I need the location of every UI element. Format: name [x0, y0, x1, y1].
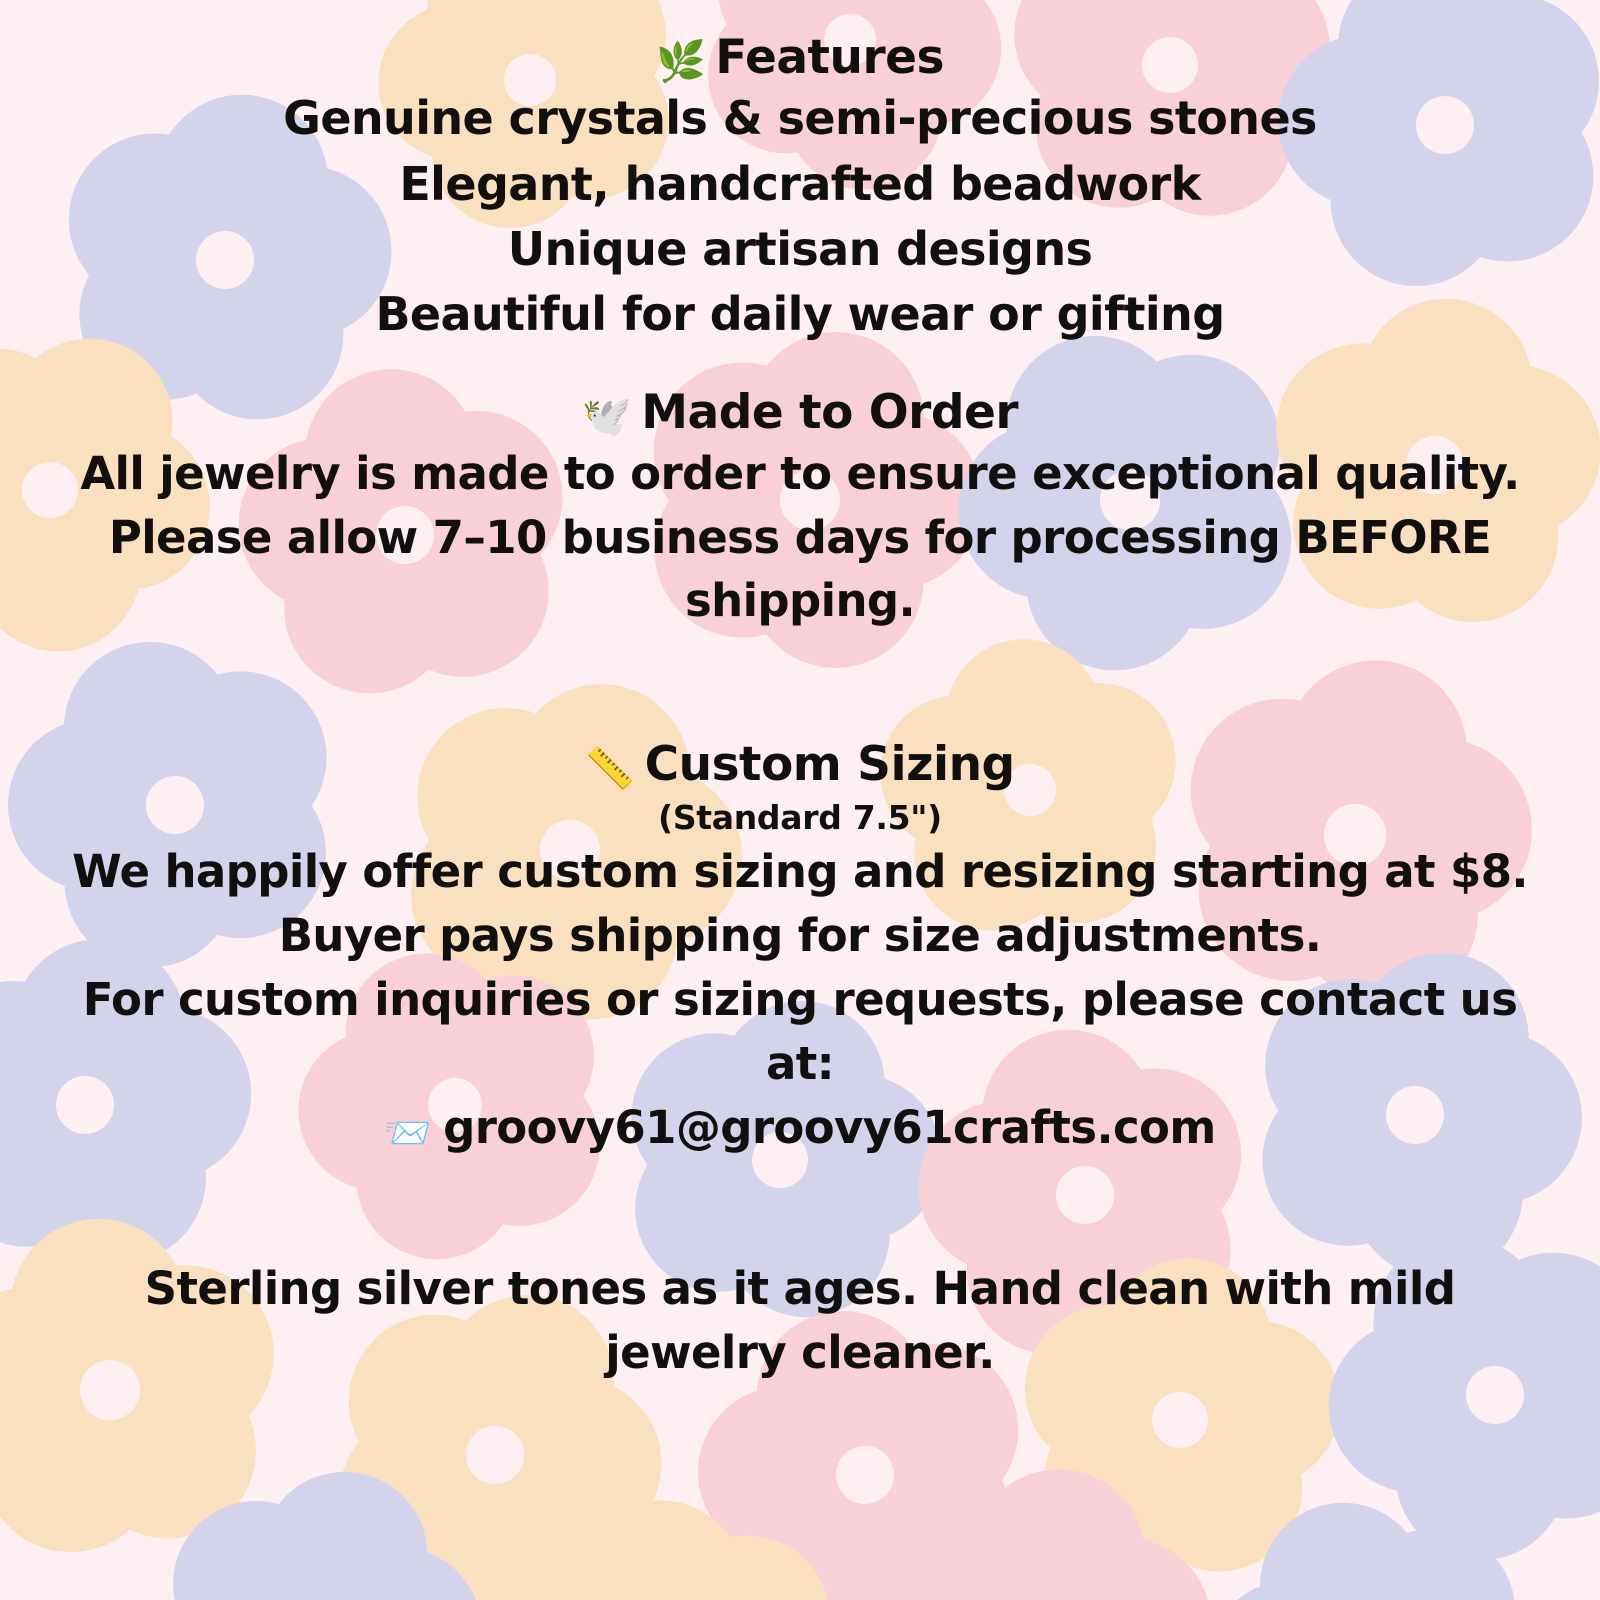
features-heading [70, 30, 1530, 86]
feature-item: Beautiful for daily wear or gifting [375, 287, 1225, 342]
care-line: jewelry cleaner. [605, 1325, 995, 1379]
made-to-order-line: Please allow 7–10 business days for processing BEFORE [108, 510, 1492, 564]
care-section [70, 1257, 1530, 1385]
made-to-order-section [70, 385, 1530, 633]
envelope-icon: 📨 [384, 1110, 432, 1155]
custom-sizing-subheading: (Standard 7.5") [658, 798, 942, 838]
leaf-icon: 🌿 [655, 39, 706, 85]
made-to-order-line: All jewelry is made to order to ensure exceptional quality. [80, 446, 1520, 500]
feature-item: Unique artisan designs [507, 221, 1093, 276]
care-line: Sterling silver tones as it ages. Hand clean with mild [144, 1261, 1456, 1315]
made-to-order-line: shipping. [684, 574, 916, 628]
custom-sizing-line: at: [765, 1037, 835, 1091]
feature-item: Genuine crystals & semi-precious stones [283, 91, 1317, 146]
spacer [70, 1161, 1530, 1257]
custom-sizing-section [70, 737, 1530, 1161]
feature-item: Elegant, handcrafted beadwork [399, 156, 1201, 211]
dove-icon: 🕊️ [581, 394, 632, 441]
custom-sizing-heading-label: Custom Sizing [644, 737, 1015, 793]
custom-sizing-line: Buyer pays shipping for size adjustments. [278, 909, 1322, 963]
features-heading-label: Features [715, 30, 945, 85]
features-section [70, 30, 1530, 347]
spacer [70, 347, 1530, 385]
spacer [70, 633, 1530, 737]
custom-sizing-line: We happily offer custom sizing and resizing starting at $8. [72, 845, 1528, 899]
made-to-order-heading [70, 385, 1530, 441]
contact-email[interactable]: groovy61@groovy61crafts.com [443, 1100, 1216, 1154]
custom-sizing-heading [70, 737, 1530, 793]
contact-email-line [70, 1096, 1530, 1161]
made-to-order-heading-label: Made to Order [641, 385, 1019, 441]
custom-sizing-line: For custom inquiries or sizing requests, please contact us [82, 973, 1518, 1027]
ruler-icon: 📏 [585, 746, 635, 793]
